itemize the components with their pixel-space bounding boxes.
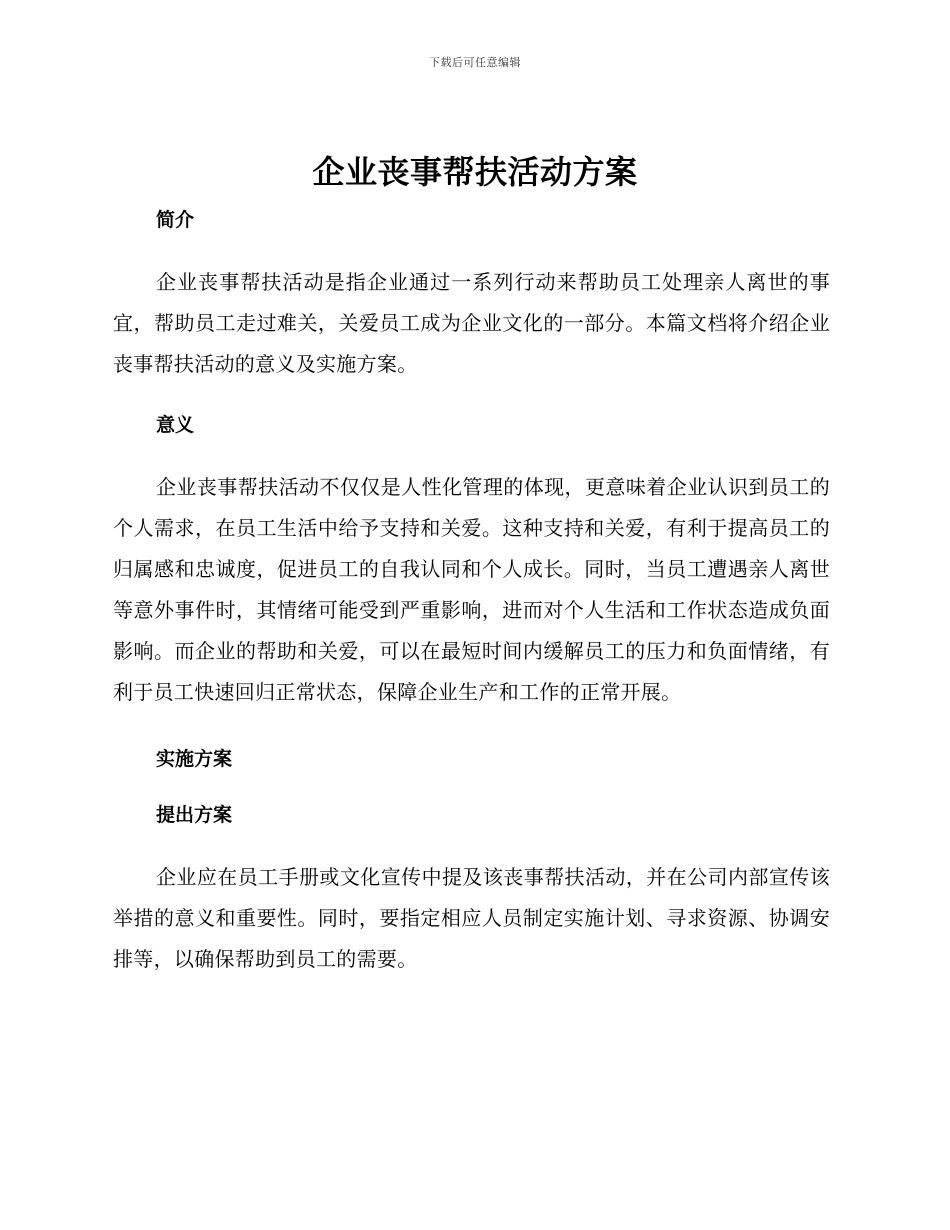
- header-note: 下载后可任意编辑: [429, 56, 521, 69]
- document-title: 企业丧事帮扶活动方案: [312, 153, 638, 191]
- subsection-heading-proposal: 提出方案: [156, 804, 233, 826]
- section-heading-meaning: 意义: [156, 414, 195, 436]
- section-heading-intro: 简介: [156, 209, 195, 231]
- paragraph-meaning: 企业丧事帮扶活动不仅仅是人性化管理的体现，更意味着企业认识到员工的个人需求，在员工生活中给予支持和关爱。这种支持和关爱，有利于提高员工的归属感和忠诚度，促进员工的自我认同和个人成长。同时，当员工遭遇亲人离世等意外事件时，其情绪可能受到严重影响，进而对个人生活和工作状态造成负面影响。而企业的帮助和关爱，可以在最短时间内缓解员工的压力和负面情绪，有利于员工快速回归正常状态，保障企业生产和工作的正常开展。: [113, 475, 830, 704]
- paragraph-proposal: 企业应在员工手册或文化宣传中提及该丧事帮扶活动，并在公司内部宣传该举措的意义和重要性。同时，要指定相应人员制定实施计划、寻求资源、协调安排等，以确保帮助到员工的需要。: [113, 865, 830, 971]
- document-body: [113, 200, 830, 980]
- paragraph-intro: 企业丧事帮扶活动是指企业通过一系列行动来帮助员工处理亲人离世的事宜，帮助员工走过难关，关爱员工成为企业文化的一部分。本篇文档将介绍企业丧事帮扶活动的意义及实施方案。: [113, 270, 830, 376]
- section-heading-implementation: 实施方案: [156, 748, 233, 770]
